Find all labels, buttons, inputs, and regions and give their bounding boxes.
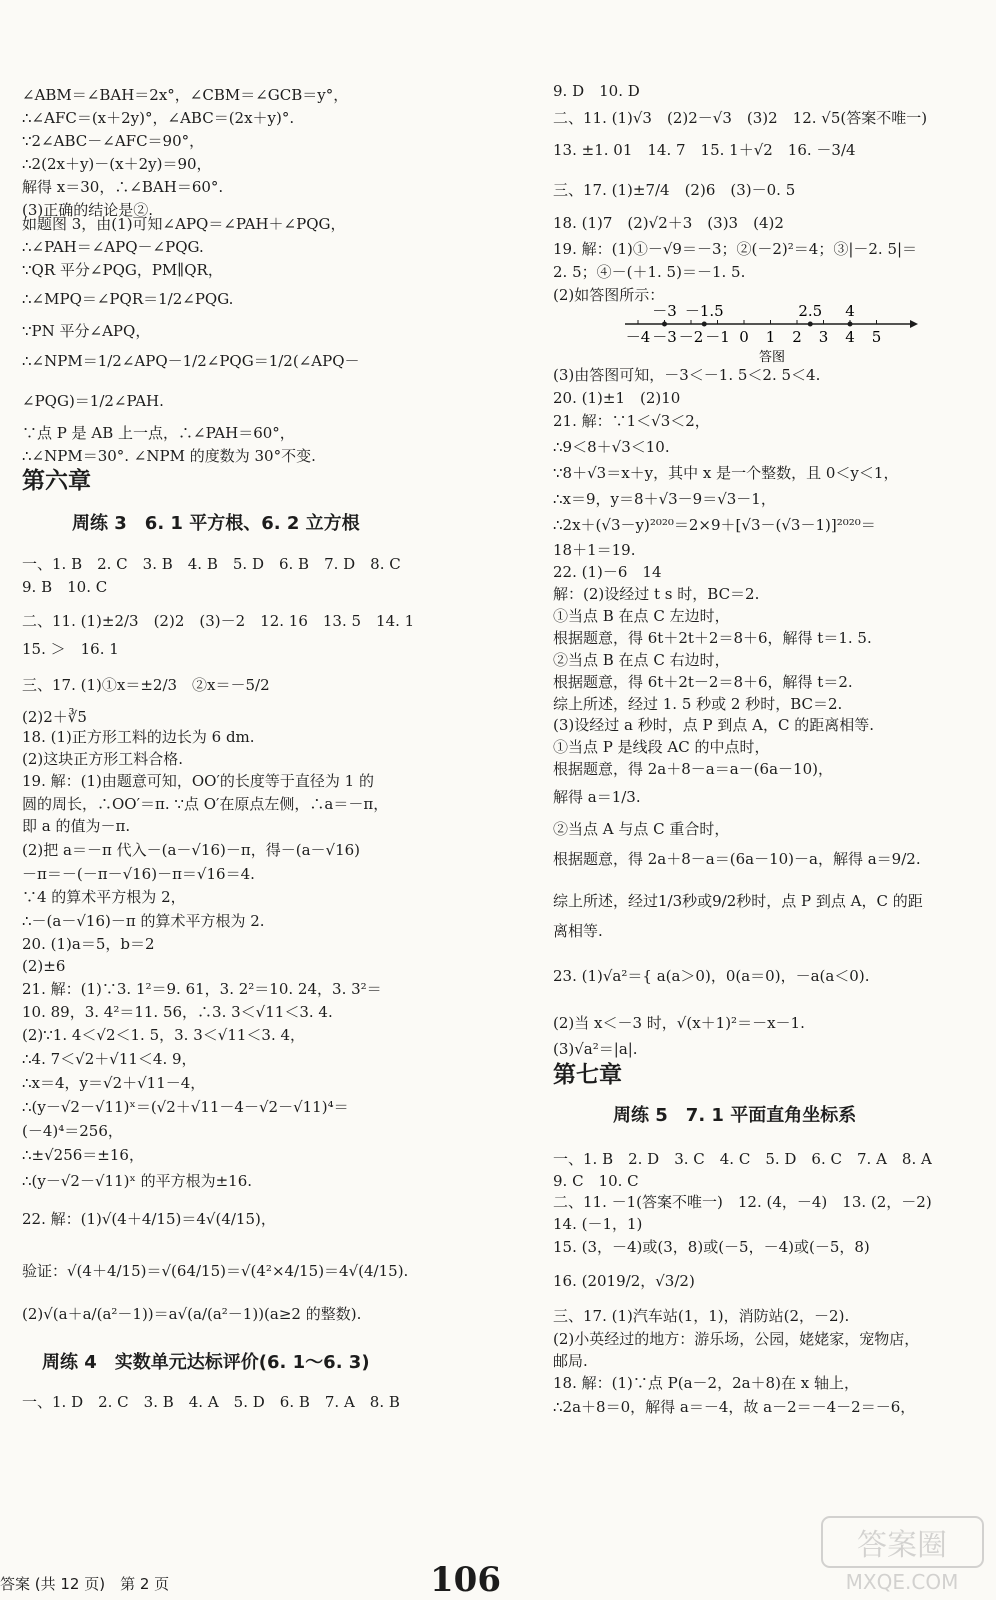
answer-line: 21. 解：∵1＜√3＜2， <box>553 412 710 430</box>
section-heading: 周练 3 6. 1 平方根、6. 2 立方根 <box>72 513 360 534</box>
answer-line: 21. 解：(1)∵3. 1²＝9. 61，3. 2²＝10. 24，3. 3²＝ <box>22 980 382 998</box>
answer-line: (2)±6 <box>22 957 66 975</box>
answer-line: 22. 解：(1)√(4＋4/15)＝4√(4/15)， <box>22 1210 276 1228</box>
answer-line: ∠PQG)＝1/2∠PAH. <box>22 392 164 410</box>
answer-line: (3)正确的结论是②. <box>22 201 154 219</box>
answer-line: 根据题意，得 2a＋8－a＝a－(6a－10)， <box>553 760 833 778</box>
tick-label: 5 <box>871 328 882 346</box>
answer-line: 18. (1)7 (2)√2＋3 (3)3 (4)2 <box>553 214 784 232</box>
tick-label: －4 <box>625 328 651 346</box>
section-heading: 周练 4 实数单元达标评价(6. 1～6. 3) <box>42 1352 370 1373</box>
answer-line: ①当点 P 是线段 AC 的中点时， <box>553 738 770 756</box>
answer-line: ∴x＝4，y＝√2＋√11－4， <box>22 1074 206 1092</box>
answer-line: 邮局. <box>553 1352 588 1370</box>
point-label: 4 <box>845 302 855 320</box>
answer-line: ∴∠NPM＝30°. ∠NPM 的度数为 30°不变. <box>22 447 316 465</box>
answer-line: ②当点 A 与点 C 重合时， <box>553 820 730 838</box>
answer-line: 13. ±1. 01 14. 7 15. 1＋√2 16. －3/4 <box>553 141 856 159</box>
answer-line: 15. ＞ 16. 1 <box>22 640 119 658</box>
answer-line: 一、1. D 2. C 3. B 4. A 5. D 6. B 7. A 8. B <box>22 1393 400 1411</box>
answer-line: (2)这块正方形工料合格. <box>22 750 184 768</box>
answer-line: (3)√a²＝|a|. <box>553 1040 638 1058</box>
answer-line: 9. C 10. C <box>553 1172 639 1190</box>
answer-line: (2)当 x＜－3 时，√(x＋1)²＝－x－1. <box>553 1014 805 1032</box>
answer-line: 综上所述，经过 1. 5 秒或 2 秒时，BC＝2. <box>553 695 843 713</box>
answer-line: 18. (1)正方形工料的边长为 6 dm. <box>22 728 255 746</box>
answer-line: ∴∠AFC＝(x＋2y)°，∠ABC＝(2x＋y)°. <box>22 109 295 127</box>
answer-line: 三、17. (1)±7/4 (2)6 (3)－0. 5 <box>553 181 796 199</box>
answer-line: ∵QR 平分∠PQG，PM∥QR， <box>22 261 223 279</box>
point-mark <box>662 322 667 327</box>
answer-line: ∴2(2x＋y)－(x＋2y)＝90， <box>22 155 212 173</box>
answer-line: ∴9＜8＋√3＜10. <box>553 438 670 456</box>
answer-line: 圆的周长，∴OO′＝π. ∵点 O′在原点左侧，∴a＝－π， <box>22 795 389 813</box>
answer-line: 验证：√(4＋4/15)＝√(64/15)＝√(4²×4/15)＝4√(4/15). <box>22 1262 409 1280</box>
page-number: 106 <box>430 1560 501 1600</box>
arrow-icon <box>910 320 918 328</box>
answer-line: ①当点 B 在点 C 左边时， <box>553 607 730 625</box>
answer-line: (3)由答图可知，－3＜－1. 5＜2. 5＜4. <box>553 366 821 384</box>
answer-line: 9. D 10. D <box>553 82 640 100</box>
answer-line: 一、1. B 2. C 3. B 4. B 5. D 6. B 7. D 8. C <box>22 555 401 573</box>
answer-line: (2)如答图所示： <box>553 286 665 304</box>
point-label: 2.5 <box>798 302 823 320</box>
answer-line: 20. (1)±1 (2)10 <box>553 389 681 407</box>
answer-line: (2)把 a＝－π 代入－(a－√16)－π，得－(a－√16) <box>22 841 361 859</box>
answer-line: (2)∵1. 4＜√2＜1. 5，3. 3＜√11＜3. 4， <box>22 1026 306 1044</box>
answer-line: 根据题意，得 6t＋2t＋2＝8＋6，解得 t＝1. 5. <box>553 629 872 647</box>
tick-label: 3 <box>818 328 829 346</box>
answer-line: ∴x＝9，y＝8＋√3－9＝√3－1， <box>553 490 776 508</box>
tick-label: －1 <box>705 328 730 346</box>
figure-caption: 答图 <box>758 350 786 364</box>
answer-line: 20. (1)a＝5，b＝2 <box>22 935 155 953</box>
answer-line: 一、1. B 2. D 3. C 4. C 5. D 6. C 7. A 8. A <box>553 1150 932 1168</box>
answer-line: 三、17. (1)①x＝±2/3 ②x＝－5/2 <box>22 676 270 694</box>
footer-label: 答案 (共 12 页) 第 2 页 <box>0 1575 170 1593</box>
answer-line: 解得 x＝30，∴∠BAH＝60°. <box>22 178 224 196</box>
answer-line: 三、17. (1)汽车站(1，1)，消防站(2，－2). <box>553 1307 850 1325</box>
answer-line: 19. 解：(1)由题意可知，OO′的长度等于直径为 1 的 <box>22 772 374 790</box>
answer-line: ∴(y－√2－√11)ˣ＝(√2＋√11－4－√2－√11)⁴＝ <box>22 1098 349 1116</box>
answer-line: 14. (－1，1) <box>553 1215 643 1233</box>
tick-label: －3 <box>652 328 677 346</box>
answer-line: ∴(y－√2－√11)ˣ 的平方根为±16. <box>22 1172 253 1190</box>
answer-line: 10. 89，3. 4²＝11. 56，∴3. 3＜√11＜3. 4. <box>22 1003 333 1021</box>
answer-line: 15. (3，－4)或(3，8)或(－5，－4)或(－5，8) <box>553 1238 870 1256</box>
point-label: －3 <box>652 302 677 320</box>
answer-line: ∴∠MPQ＝∠PQR＝1/2∠PQG. <box>22 290 234 308</box>
answer-line: 16. (2019/2，√3/2) <box>553 1272 695 1290</box>
point-mark <box>702 322 707 327</box>
answer-line: ∠ABM＝∠BAH＝2x°，∠CBM＝∠GCB＝y°， <box>22 86 349 104</box>
answer-line: 根据题意，得 2a＋8－a＝(6a－10)－a，解得 a＝9/2. <box>553 850 921 868</box>
answer-line: 二、11. －1(答案不唯一) 12. (4，－4) 13. (2，－2) <box>553 1193 932 1211</box>
answer-line: 综上所述，经过1/3秒或9/2秒时，点 P 到点 A，C 的距 <box>553 892 923 910</box>
answer-line: ∴∠PAH＝∠APQ－∠PQG. <box>22 238 204 256</box>
tick-label: 2 <box>792 328 802 346</box>
tick-label: 4 <box>845 328 855 346</box>
point-mark <box>808 322 813 327</box>
answer-line: ②当点 B 在点 C 右边时， <box>553 651 730 669</box>
answer-line: 19. 解：(1)①－√9＝－3；②(－2)²＝4；③|－2. 5|＝ <box>553 240 918 258</box>
answer-line: (2)小英经过的地方：游乐场，公园，姥姥家，宠物店， <box>553 1330 920 1348</box>
answer-line: ∵PN 平分∠APQ， <box>22 322 151 340</box>
answer-line: 23. (1)√a²＝{ a(a＞0)，0(a＝0)，－a(a＜0). <box>553 967 870 985</box>
watermark-logo <box>820 1515 985 1595</box>
answer-line: 离相等. <box>553 922 603 940</box>
answer-line: 18＋1＝19. <box>553 541 636 559</box>
answer-line: ∴2a＋8＝0，解得 a＝－4，故 a－2＝－4－2＝－6， <box>553 1398 916 1416</box>
answer-line: 二、11. (1)±2/3 (2)2 (3)－2 12. 16 13. 5 14. 1 <box>22 612 415 630</box>
watermark-text: 答案圈 <box>857 1528 947 1563</box>
answer-line: 二、11. (1)√3 (2)2－√3 (3)2 12. √5(答案不唯一) <box>553 109 928 127</box>
answer-line: ∵8＋√3＝x＋y，其中 x 是一个整数，且 0＜y＜1， <box>553 464 899 482</box>
answer-line: ∴2x＋(√3－y)²⁰²⁰＝2×9＋[√3－(√3－1)]²⁰²⁰＝ <box>553 516 876 534</box>
answer-line: 18. 解：(1)∵点 P(a－2，2a＋8)在 x 轴上， <box>553 1374 859 1392</box>
answer-line: 解：(2)设经过 t s 时，BC＝2. <box>553 585 760 603</box>
answer-line: (2)√(a＋a/(a²－1))＝a√(a/(a²－1))(a≥2 的整数). <box>22 1305 362 1323</box>
answer-line: 解得 a＝1/3. <box>553 788 641 806</box>
tick-label: 1 <box>765 328 776 346</box>
chapter-heading: 第七章 <box>553 1062 622 1088</box>
answer-line: ∴∠NPM＝1/2∠APQ－1/2∠PQG＝1/2(∠APQ－ <box>22 352 360 370</box>
tick-label: 0 <box>739 328 749 346</box>
answer-line: 根据题意，得 6t＋2t－2＝8＋6，解得 t＝2. <box>553 673 853 691</box>
answer-line: 9. B 10. C <box>22 578 108 596</box>
answer-line: 22. (1)－6 14 <box>553 563 662 581</box>
answer-line: (3)设经过 a 秒时，点 P 到点 A，C 的距离相等. <box>553 716 874 734</box>
watermark-url: MXQE.COM <box>845 1570 959 1594</box>
answer-line: ∴4. 7＜√2＋√11＜4. 9， <box>22 1050 197 1068</box>
answer-line: (－4)⁴＝256， <box>22 1122 123 1140</box>
answer-line: ∴±√256＝±16， <box>22 1146 144 1164</box>
answer-line: ∵4 的算术平方根为 2， <box>22 888 186 906</box>
answer-line: ∵点 P 是 AB 上一点，∴∠PAH＝60°， <box>22 424 295 442</box>
answer-line: 2. 5；④－(＋1. 5)＝－1. 5. <box>553 263 746 281</box>
answer-line: ∴－(a－√16)－π 的算术平方根为 2. <box>22 912 265 930</box>
section-heading: 周练 5 7. 1 平面直角坐标系 <box>613 1105 857 1126</box>
answer-line: ∵2∠ABC－∠AFC＝90°， <box>22 132 205 150</box>
point-label: －1.5 <box>684 302 724 320</box>
point-mark <box>848 322 853 327</box>
number-line-figure <box>620 302 920 364</box>
answer-line: 如题图 3，由(1)可知∠APQ＝∠PAH＋∠PQG， <box>22 215 346 233</box>
answer-line: 即 a 的值为－π. <box>22 817 131 835</box>
answer-line: (2)2＋∛5 <box>22 708 87 726</box>
answer-line: －π＝－(－π－√16)－π＝√16＝4. <box>22 865 255 883</box>
tick-label: －2 <box>678 328 704 346</box>
chapter-heading: 第六章 <box>22 468 91 494</box>
